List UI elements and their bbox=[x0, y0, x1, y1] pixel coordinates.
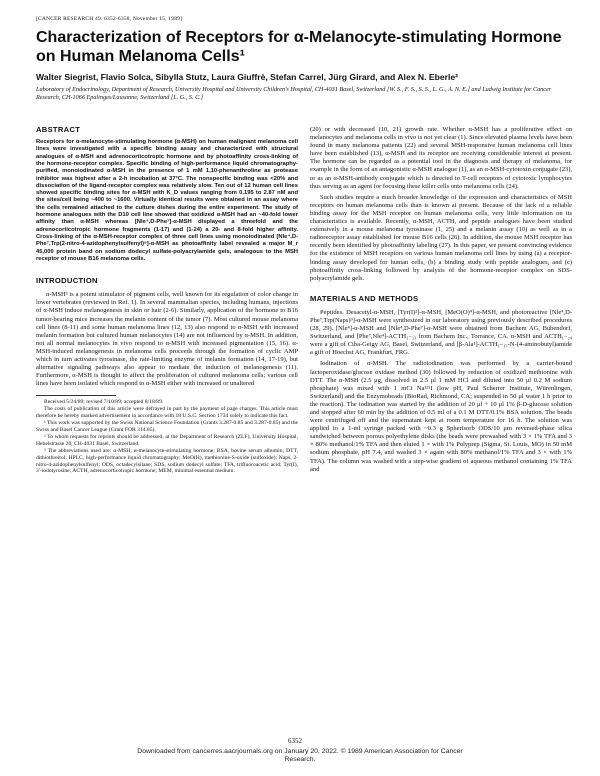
left-column bbox=[36, 126, 298, 475]
right-column bbox=[310, 126, 572, 474]
methods-peptides: Peptides. Desacetyl-α-MSH, [Tyr(I)²]-α-MSH, [MeO(O)⁴]-α-MSH, and photoreactive [Nle⁴,D-Phe⁷,Trp(Naps)⁹]-α-MSH were synthesized in our laboratory using previously described procedures (28, 29). [Nle⁴]-α-MSH and [Nle⁴,D-Phe⁷]-α-MSH were obtained from Bachem AG, Bubendorf, Switzerland, and [Phe⁷,Nle⁴]-ACTH₁₋₁₃ from Bachem Inc., Torrance, CA. α-MSH and ACTH₁₋₂₄ were a gift of Ciba-Geigy AG, Basel, Switzerland, and [β-Ala¹]-ACTH₁₋₁₇-N-(4-aminobutyl)amide a gift of Hoechst AG, Frankfurt, FRG. bbox=[310, 308, 572, 357]
footer-link-text[interactable]: Downloaded from cancerres.aacrjournals.org on January 20, 2022. © 1989 American Association for Cancer bbox=[137, 748, 463, 755]
footnote-rule bbox=[36, 395, 116, 396]
footer-line-2: Research. bbox=[284, 756, 316, 763]
download-footer bbox=[36, 748, 564, 764]
abstract-text: Receptors for α-melanocyte-stimulating hormone (α-MSH) on human malignant melanoma cell lines were investigated with a specific binding assay and characterized with structural analogues of α-MSH and adrenocorticotropic hormone and by photoaffinity cross-linking of the hormone-receptor complex. Specific binding of high-performance liquid chromatography-purified, monoiodinated α-MSH in the presence of 1 mM 1,10-phenanthroline as protease inhibitor was highest after a 2-h incubation at 37°C. The nonspecific binding was <20% and dissociation of the ligand-receptor complex was relatively slow. Ten out of 12 human cell lines showed specific binding sites for α-MSH with K_D values ranging from 0.195 to 2.87 nM and the sites/cell being ~400 to ~1600. Virtually identical results were obtained in an assay where the cells remained attached to the culture dishes during the entire experiment. The study of hormone analogues with the D10 cell line showed that oxidized α-MSH had an ~40-fold lower affinity than α-MSH whereas [Nle⁴,D-Phe⁷]-α-MSH displayed a threefold and the adrenocorticotropic hormone fragments (1-17) and (1-24) a 20- and 8-fold higher affinity. Cross-linking of the α-MSH-receptor complex of three cell lines using monoiodinated [Nle⁴,D-Phe⁷,Trp(2-nitro-4-azidophenylsulfenyl)⁹]-α-MSH as photoaffinity label revealed a major M_r 45,000 protein band on sodium dodecyl sulfate-polyacrylamide gels, analogous to the MSH receptor of mouse B16 melanoma cells. bbox=[36, 139, 298, 262]
article-title: Characterization of Receptors for α-Melanocyte-stimulating Hormone on Human Melanoma Cells¹ bbox=[36, 29, 562, 65]
running-head: [CANCER RESEARCH 49. 6352-6358, November 15, 1989] bbox=[36, 16, 183, 22]
footnote-3: ³ The abbreviations used are: α-MSH, α-melanocyte-stimulating hormone; BSA, bovine serum albumin; DTT, dithiothreitol; HPLC, high-performance liquid chromatography; MeO(H), methionine-S-oxide (sulfoxide); Naps, 2-nitro-4-azidophenylsulfenyl; ODS, octadecylsilane; SDS, sodium dodecyl sulfate; TFA, trifluoroacetic acid; Tyr(I), 3'-iodotyrosine; ACTH, adrenocorticotropic hormone; MEM, minimal essential medium. bbox=[36, 447, 298, 475]
abstract-heading: ABSTRACT bbox=[36, 125, 81, 134]
introduction-heading: INTRODUCTION bbox=[36, 276, 98, 286]
intro-paragraph-2: Such studies require a much broader knowledge of the expression and characteristics of MSH receptors on human melanoma cells than is known at present. Because of the lack of a reliable binding assay for the MSH receptor on human melanoma cells, very little information on its characteristics is available. Recently, α-MSH, ACTH, and peptide analogues have been studied extensively in a mouse melanoma tyrosinase (1, 25) and a melanin assay (10) as well as in a radioreceptor assay established for mouse B16 cells (26). In addition, the mouse MSH receptor has recently been identified by photoaffinity labeling (27). In this paper, we present convincing evidence for the existence of MSH receptors on various human melanoma cell lines by using (a) a receptor-binding assay developed for human cells, (b) a binding study with peptide analogues, and (c) photoaffinity cross-linking followed by analysis of the hormone-receptor complex on SDS-polyacrylamide gels. bbox=[310, 193, 572, 282]
introduction-text: α-MSH³ is a potent stimulator of pigment cells, well known for its regulation of color change in lower vertebrates (reviewed in Ref. 1). In several mammalian species, including humans, injections of α-MSH induce melanogenesis in skin or hair (2-6). Similarly, application of the hormone to B16 tumor-bearing mice increases the melanin content of the tumor (7). Most cultured mouse melanoma cell lines (8-11) and some human melanoma lines (12, 13) also respond to α-MSH with increased melanin formation but cultured human melanocytes (14) are not influenced by α-MSH. In addition, not all normal melanocytes in vivo respond to α-MSH with increased pigmentation (15, 16). α-MSH-induced melanogenesis in melanoma cells proceeds through the formation of cyclic AMP which in turn activates tyrosinase, the rate-limiting enzyme of melanin formation (14, 17-19), but alternative signaling pathways also appear to mediate the induction of melanogenesis (11). Furthermore, α-MSH is thought to affect the proliferation of cultured melanoma cells; various cell lines have been isolated which respond to α-MSH either with increased or unaltered bbox=[36, 291, 298, 388]
methods-iodination: Iodination of α-MSH. The radioiodination was performed by a carrier-bound lactoperoxidase/glucose oxidase method (30) followed by reduction of oxidized methionine with DTT. The α-MSH (2.5 μg, dissolved in 2.5 μl 1 mM HCl and diluted into 50 μl 0.2 M sodium phosphate) was mixed with 1 mCi Na¹²⁵I (low pH, Paul Scherrer Institute, Würenlingen, Switzerland) and the Enzymobeads (BioRad, Richmond, CA; suspended in 50 μl water 1 h prior to the reaction). The iodination was started by the addition of 20 μl + 10 μl 1% β-D-glucose solution and stopped after 60 min by the addition of 0.5 ml of a 0.1 M DTT/0.1% BSA solution. The beads were centrifuged off and the supernatant kept at room temperature for 16 h. The solution was applied to a 1-ml syringe packed with ~0.3 g Spherisorb ODS/10 μm reversed-phase silica sandwiched between porous polyethylene disks (the beads were prewashed with 3 × 1% TFA and 3 × 80% methanol/1% TFA and then eluted 1 × with 1% Polyprep (Sigma, St. Louis, MO) in 50 mM sodium phosphate, pH 7.4, and washed 3 × again with 80% methanol/1% TFA and 3 × with 1% TFA). The column was washed with a step-wise gradient of aqueous methanol containing 1% TFA and bbox=[310, 360, 572, 473]
footnote-costs: The costs of publication of this article were defrayed in part by the payment of page charges. This article must therefore be hereby marked advertisement in accordance with 18 U.S.C. Section 1734 solely to indicate this fact. bbox=[36, 406, 298, 420]
affiliation: Laboratory of Endocrinology, Department of Research, University Hospital and University Children's Hospital, CH-4031 Basel, Switzerland [W. S., F. S., S. S., L. G., A. N. E.] and Ludwig Institute for Cancer Research, CH-1066 Epalinges/Lausanne, Switzerland [L. G., S. C.] bbox=[36, 86, 552, 101]
abstract bbox=[36, 139, 298, 263]
footnotes bbox=[36, 399, 298, 475]
footnote-2: ² To whom requests for reprints should be addressed, at the Department of Research (ZLF), University Hospital, Hebelstrasse 20, CH-4031 Basel, Switzerland. bbox=[36, 433, 298, 447]
footnote-received: Received 5/24/89; revised 7/10/89; accepted 8/18/89. bbox=[44, 399, 164, 406]
methods-heading: MATERIALS AND METHODS bbox=[310, 293, 419, 303]
page-number: 6352 bbox=[288, 737, 302, 745]
footnote-1: ¹ This work was supported by the Swiss National Science Foundation (Grants 3.287-0.85 and 3.287-0.85) and the Swiss and Basel Cancer League (Grant FOR 314.85). bbox=[36, 420, 298, 433]
intro-continued: (20) or with decreased (10, 21) growth rate. Whether α-MSH has a proliferative effect on melanocytes and melanoma cells in vivo is not yet clear (1). Since elevated plasma levels have been found in many melanoma patients (22) and several MSH-responsive human melanoma cell lines have been established (13), α-MSH and its receptor are receiving considerable interest at present. The hormone can be regarded as a potential tool in the diagnosis and therapy of melanoma, for example in the form of an antagonistic α-MSH analogue (1), as an α-MSH-cytotoxin conjugate (23), or as an α-MSH-antibody conjugate which is directed to T-cell receptors of cytotoxic lymphocytes thus serving as an agent for focusing these killer cells onto melanoma cells (24). bbox=[310, 126, 572, 190]
author-list: Walter Siegrist, Flavio Solca, Sibylla Stutz, Laura Giuffrè, Stefan Carrel, Jürg Girard, and Alex N. Eberle² bbox=[36, 72, 458, 82]
